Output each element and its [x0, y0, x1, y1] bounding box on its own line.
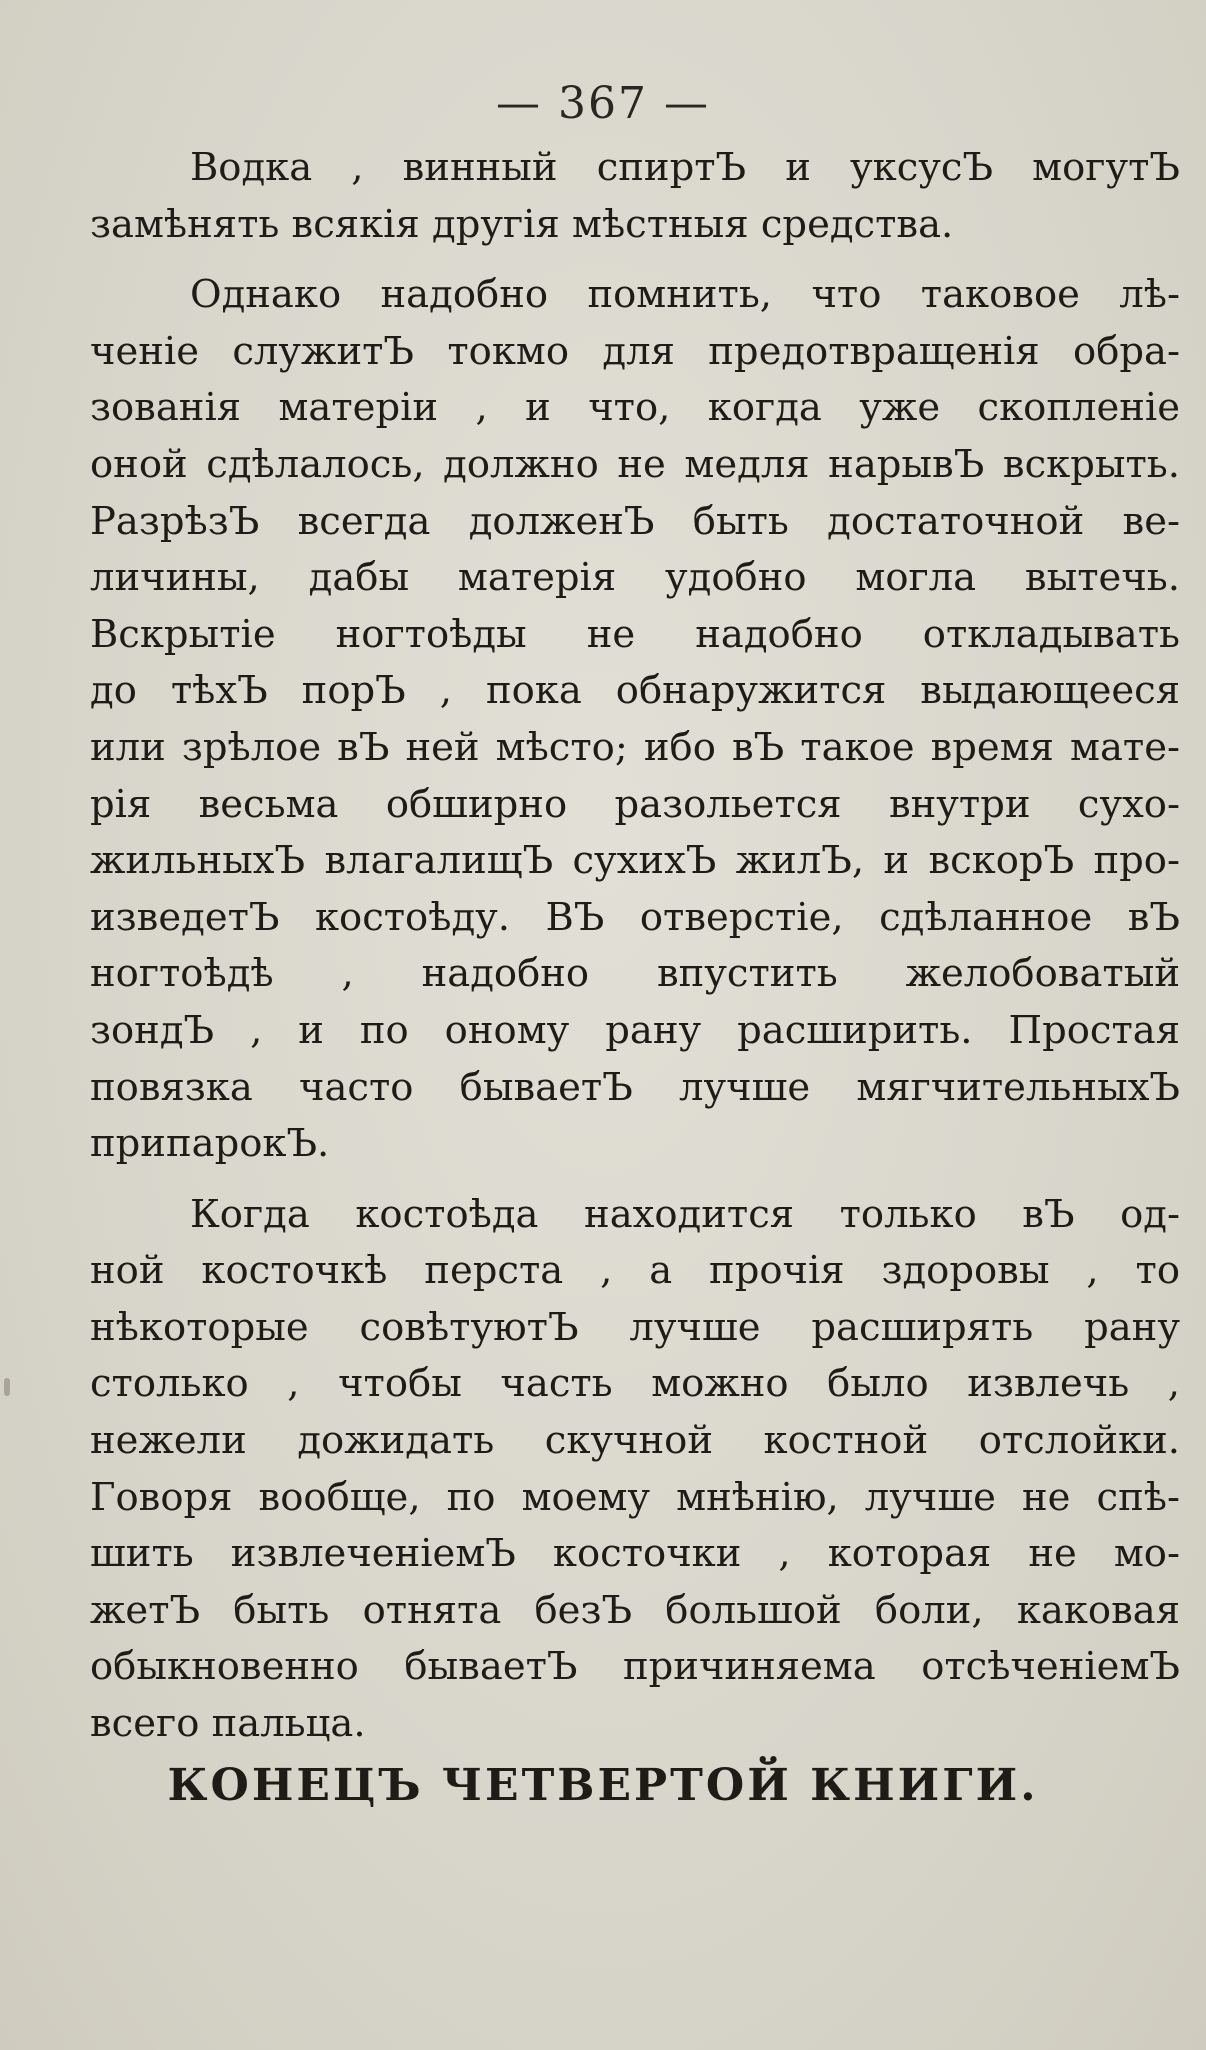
- text-line: всего пальца.: [90, 1701, 366, 1747]
- text-line: столько , чтобы часть можно было извлечь ,: [90, 1361, 1180, 1407]
- text-line: нѣкоторые совѣтуютЪ лучше расширять рану: [90, 1304, 1180, 1350]
- text-line: РазрѣзЪ всегда долженЪ быть достаточной ве-: [90, 498, 1180, 544]
- text-line: ченіе служитЪ токмо для предотвращенія обра-: [90, 328, 1180, 374]
- text-line: зованія матеріи , и что, когда уже скопленіе: [90, 385, 1180, 431]
- text-line: оной сдѣлалось, должно не медля нарывЪ вскрыть.: [90, 441, 1180, 487]
- text-line: припарокЪ.: [90, 1121, 330, 1167]
- text-line: жетЪ быть отнята безЪ большой боли, каковая: [90, 1587, 1180, 1633]
- text-line: Когда костоѣда находится только вЪ од-: [190, 1191, 1180, 1237]
- body-text: [90, 140, 1180, 1753]
- page-number: — 367 —: [496, 78, 710, 129]
- text-line: ногтоѣдѣ , надобно впустить желобоватый: [90, 951, 1180, 997]
- text-line: замѣнять всякія другія мѣстныя средства.: [90, 201, 954, 247]
- text-line: личины, дабы матерія удобно могла вытечь.: [90, 555, 1180, 601]
- text-line: обыкновенно бываетЪ причиняема отсѣченіемЪ: [90, 1644, 1180, 1690]
- text-line: нежели дожидать скучной костной отслойки.: [90, 1418, 1180, 1464]
- text-line: зондЪ , и по оному рану расширить. Простая: [90, 1007, 1180, 1053]
- paper-speck: [4, 1378, 10, 1396]
- text-line: повязка часто бываетЪ лучше мягчительныхЪ: [90, 1064, 1180, 1110]
- text-line: Говоря вообще, по моему мнѣнію, лучше не спѣ-: [90, 1474, 1180, 1520]
- text-line: или зрѣлое вЪ ней мѣсто; ибо вЪ такое время мате-: [90, 724, 1180, 770]
- text-line: ной косточкѣ перста , а прочія здоровы , то: [90, 1248, 1180, 1294]
- text-line: рія весьма обширно разольется внутри сухо-: [90, 781, 1180, 827]
- text-line: до тѣхЪ порЪ , пока обнаружится выдающееся: [90, 668, 1180, 714]
- text-line: шить извлеченіемЪ косточки , которая не мо-: [90, 1531, 1180, 1577]
- text-line: Вскрытіе ногтоѣды не надобно откладывать: [90, 611, 1180, 657]
- text-line: Однако надобно помнить, что таковое лѣ-: [190, 272, 1180, 318]
- book-ending-heading: КОНЕЦЪ ЧЕТВЕРТОЙ КНИГИ.: [167, 1760, 1039, 1811]
- text-line: жильныхЪ влагалищЪ сухихЪ жилЪ, и вскорЪ про-: [90, 838, 1180, 884]
- text-line: Водка , винный спиртЪ и уксусЪ могутЪ: [190, 145, 1180, 190]
- text-line: изведетЪ костоѣду. ВЪ отверстіе, сдѣланное вЪ: [90, 894, 1180, 940]
